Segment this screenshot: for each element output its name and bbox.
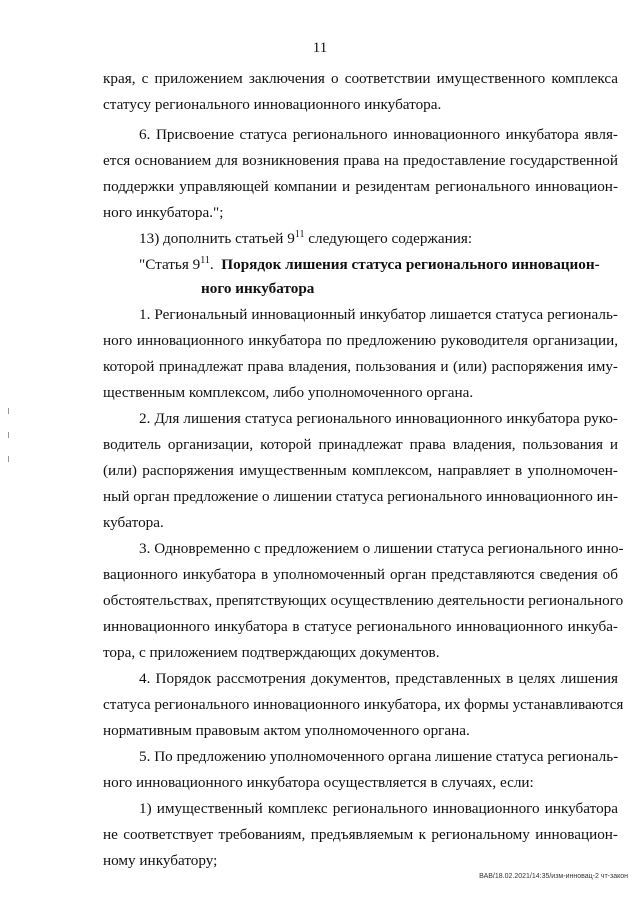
text-line <box>139 230 618 248</box>
amend-text: 13) дополнить статьей 9 <box>139 230 295 247</box>
text-line: 1. Региональный инновационный инкубатор лишается статуса региональ- <box>139 306 618 323</box>
text-line: кубатора. <box>103 514 164 531</box>
text-line: ному инкубатору; <box>103 852 218 869</box>
article-title-cont: ного инкубатора <box>201 280 315 297</box>
text-line: тора, с приложением подтверждающих документов. <box>103 644 440 661</box>
margin-mark <box>8 456 9 462</box>
text-line: статуса регионального инновационного инкубатора, их формы устанавливаются <box>103 696 624 713</box>
text-line: которой принадлежат права владения, пользования и (или) распоряжения иму- <box>103 358 618 375</box>
text-line: ется основанием для возникновения права на предоставление государственной <box>103 152 618 169</box>
text-line: 5. По предложению уполномоченного органа лишение статуса региональ- <box>139 748 619 765</box>
page-number: 11 <box>312 40 328 56</box>
text-line: статусу регионального инновационного инкубатора. <box>103 96 442 113</box>
margin-mark <box>8 408 9 414</box>
text-line: 3. Одновременно с предложением о лишении статуса регионального инно- <box>139 540 624 557</box>
margin-mark <box>8 432 9 438</box>
superscript: 11 <box>294 228 305 240</box>
article-label: "Статья 9 <box>139 256 201 273</box>
text-line: обстоятельствах, препятствующих осуществлению деятельности регионального <box>103 592 624 609</box>
text-line: водитель организации, которой принадлежат права владения, пользования и <box>103 436 618 453</box>
text-line: 4. Порядок рассмотрения документов, представленных в целях лишения <box>139 670 618 687</box>
text-line: не соответствует требованиям, предъявляемым к региональному инновацион- <box>103 826 618 843</box>
text-line: края, с приложением заключения о соответствии имущественного комплекса <box>103 70 618 87</box>
text-line: поддержки управляющей компании и резидентам регионального инновацион- <box>103 178 618 195</box>
text-line: ного инкубатора."; <box>103 204 224 221</box>
amend-text-tail: следующего содержания: <box>308 230 473 247</box>
text-line: вационного инкубатора в уполномоченный орган представляются сведения об <box>103 566 618 583</box>
text-line: ного инновационного инкубатора по предложению руководителя организации, <box>103 332 618 349</box>
superscript: 11 <box>200 254 210 266</box>
text-line: 6. Присвоение статуса регионального инновационного инкубатора явля- <box>139 126 618 143</box>
text-line: нормативным правовым актом уполномоченного органа. <box>103 722 470 739</box>
text-line: инновационного инкубатора в статусе регионального инновационного инкуба- <box>103 618 618 635</box>
text-line: 1) имущественный комплекс регионального инновационного инкубатора <box>139 800 618 817</box>
text-line: 2. Для лишения статуса регионального инновационного инкубатора руко- <box>139 410 618 427</box>
text-line: ный орган предложение о лишении статуса регионального инновационного ин- <box>103 488 618 505</box>
text-line: щественным комплексом, либо уполномоченного органа. <box>103 384 474 401</box>
text-line: ного инновационного инкубатора осуществляется в случаях, если: <box>103 774 534 791</box>
text-line: (или) распоряжения имущественным комплексом, направляет в уполномочен- <box>103 462 618 479</box>
footer-stamp: ВАВ/18.02.2021/14:35/изм-инновац-2 чт-закон <box>479 873 628 880</box>
article-title: Порядок лишения статуса регионального инновацион- <box>221 256 600 273</box>
article-heading: "Статья $9^{11}$. Порядок лишения статуса регионального инновацион- <box>139 254 600 273</box>
